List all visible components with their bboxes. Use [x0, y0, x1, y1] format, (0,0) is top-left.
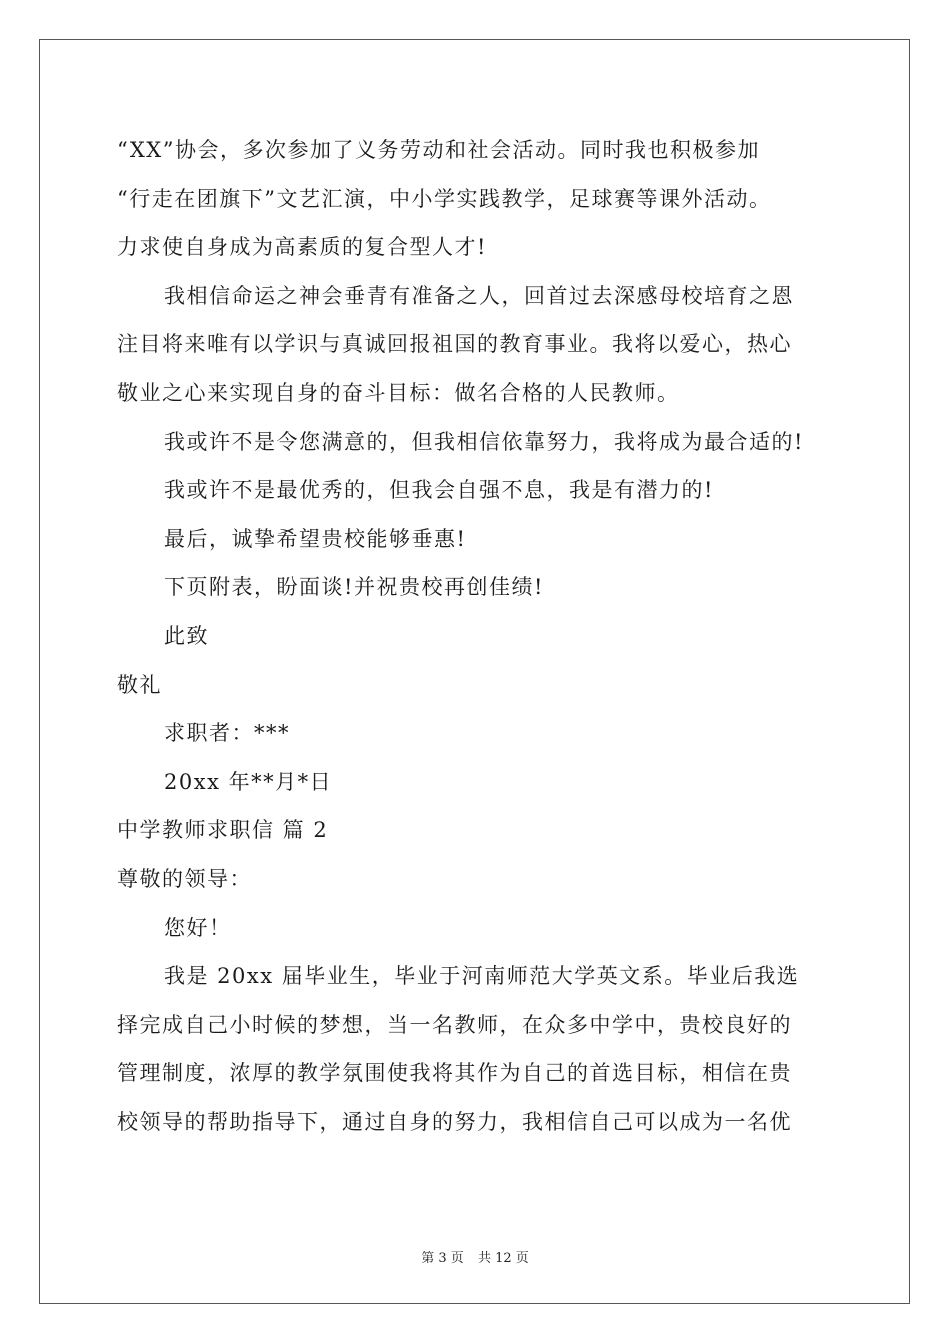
- page-number: 第 3 页: [421, 1251, 464, 1266]
- text-line: 注目将来唯有以学识与真诚回报祖国的教育事业。我将以爱心，热心: [117, 332, 792, 357]
- document-body: [117, 126, 837, 1146]
- text-line: 最后，诚挚希望贵校能够垂惠!: [164, 526, 467, 551]
- text-line: 力求使自身成为高素质的复合型人才!: [117, 235, 487, 260]
- page-total: 共 12 页: [477, 1251, 529, 1266]
- signature-line: 求职者：***: [164, 721, 290, 746]
- greeting-line: 尊敬的领导：: [117, 866, 252, 891]
- text-line: 敬业之心来实现自身的奋斗目标：做名合格的人民教师。: [117, 380, 680, 405]
- section-heading: 中学教师求职信 篇 2: [117, 818, 329, 843]
- text-line: 我或许不是令您满意的，但我相信依靠努力，我将成为最合适的!: [164, 429, 804, 454]
- text-line: “XX”协会，多次参加了义务劳动和社会活动。同时我也积极参加: [117, 138, 760, 162]
- text-line: 我相信命运之神会垂青有准备之人，回首过去深感母校培育之恩: [164, 283, 794, 308]
- text-line: 管理制度，浓厚的教学氛围使我将其作为自己的首选目标，相信在贵: [117, 1061, 792, 1086]
- salutation-line: 敬礼: [117, 672, 162, 697]
- text-line: 择完成自己小时候的梦想，当一名教师，在众多中学中，贵校良好的: [117, 1012, 792, 1037]
- greeting-line: 您好！: [164, 915, 232, 940]
- page-footer: [0, 1247, 950, 1266]
- text-line: 我是 20xx 届毕业生，毕业于河南师范大学英文系。毕业后我选: [164, 964, 800, 989]
- text-line: 校领导的帮助指导下，通过自身的努力，我相信自己可以成为一名优: [117, 1109, 792, 1134]
- text-line: 我或许不是最优秀的，但我会自强不息，我是有潜力的!: [164, 478, 714, 503]
- text-line: 下页附表，盼面谈!并祝贵校再创佳绩!: [164, 575, 544, 600]
- date-line: 20xx 年**月*日: [164, 769, 333, 794]
- text-line: “行走在团旗下”文艺汇演，中小学实践教学，足球赛等课外活动。: [117, 186, 772, 211]
- closing-line: 此致: [164, 623, 209, 648]
